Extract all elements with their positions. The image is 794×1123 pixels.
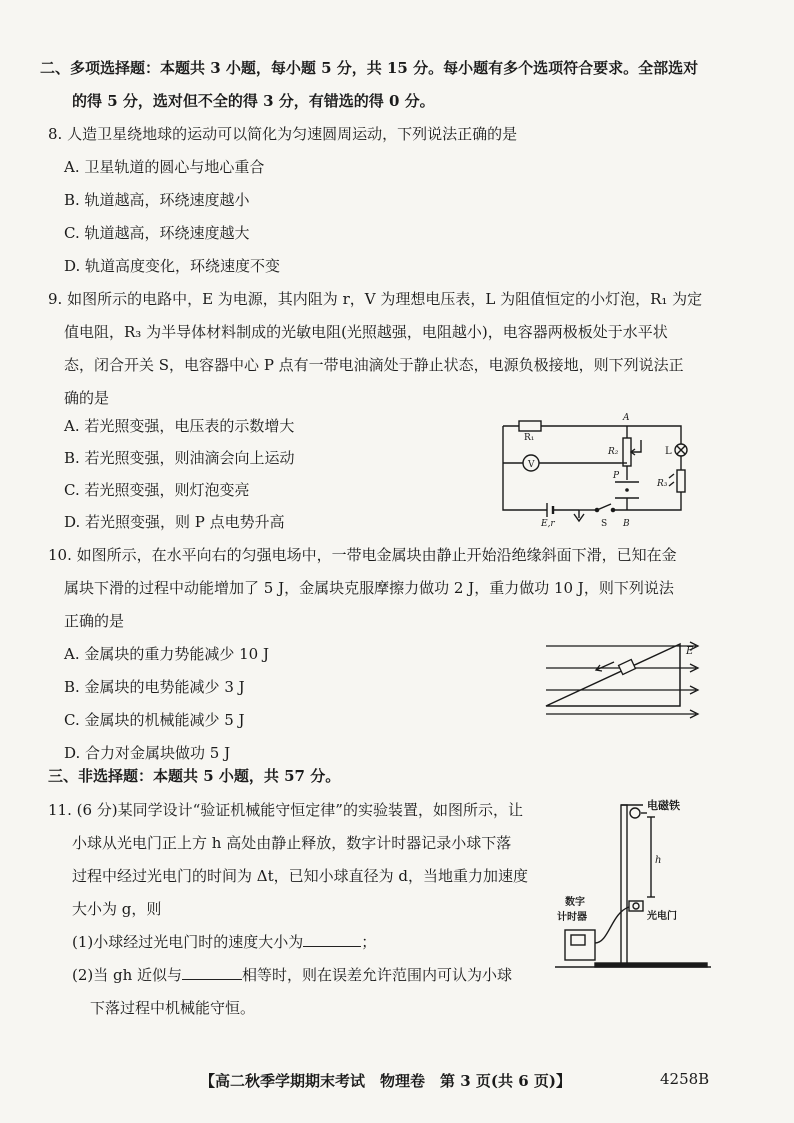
q11-part-2-text: (2)当 gh 近似与 [72,966,183,984]
q9-stem-2: 值电阻，R₃ 为半导体材料制成的光敏电阻(光照越强，电阻越小)，电容器两极板处于水平状 [64,323,668,341]
q11-part-2-blank[interactable] [182,965,242,980]
q10-stem-3: 正确的是 [64,612,125,630]
q11-stem-2: 小球从光电门正上方 h 高处由静止释放，数字计时器记录小球下落 [72,834,512,852]
label-a: A [623,413,630,423]
q9-option-c: C. 若光照变强，则灯泡变亮 [64,481,250,499]
q11-stem-3: 过程中经过光电门的时间为 Δt，已知小球直径为 d，当地重力加速度 [72,867,529,885]
q10-option-d: D. 合力对金属块做功 5 J [64,744,231,762]
label-electromagnet: 电磁铁 [647,799,680,812]
q10-option-c: C. 金属块的机械能减少 5 J [64,711,245,729]
q9-option-d: D. 若光照变强，则 P 点电势升高 [64,513,285,531]
q10-option-b: B. 金属块的电势能减少 3 J [64,678,245,696]
q8-option-c: C. 轨道越高，环绕速度越大 [64,224,250,242]
q8-option-d: D. 轨道高度变化，环绕速度不变 [64,257,281,275]
page-footer: 【高二秋季学期期末考试 物理卷 第 3 页(共 6 页)】 [200,1072,571,1090]
label-h: h [655,855,662,866]
q9-stem-1: 9. 如图所示的电路中，E 为电源，其内阻为 r，V 为理想电压表，L 为阻值恒定的小灯泡，R₁ 为定 [48,290,703,308]
label-v: V [528,460,535,470]
q11-part-1-text: (1)小球经过光电门时的速度大小为 [72,933,304,951]
q8-option-a: A. 卫星轨道的圆心与地心重合 [64,158,265,176]
q9-option-b: B. 若光照变强，则油滴会向上运动 [64,449,295,467]
q9-stem-3: 态，闭合开关 S，电容器中心 P 点有一带电油滴处于静止状态，电源负极接地，则下列说法正 [64,356,684,374]
label-r1: R₁ [524,433,535,443]
incline-field-diagram [540,636,710,728]
label-l: L [665,446,672,457]
q11-part-1 [72,932,376,952]
q11-part-1-end: ； [361,933,377,951]
label-field-e: E [686,646,694,657]
q11-stem-4: 大小为 g，则 [72,900,162,918]
section3-heading: 三、非选择题：本题共 5 小题，共 57 分。 [48,767,341,785]
circuit-diagram [495,408,695,528]
section2-heading-cont: 的得 5 分，选对但不全的得 3 分，有错选的得 0 分。 [72,92,435,110]
paper-code: 4258B [660,1070,710,1088]
q11-part-2-end: 相等时，则在误差允许范围内可认为小球 [242,966,513,984]
label-b: B [623,519,630,528]
q11-part-2 [72,965,512,985]
q10-option-a: A. 金属块的重力势能减少 10 J [64,645,270,663]
label-timer-1: 数字 [565,897,585,908]
q10-stem-2: 属块下滑的过程中动能增加了 5 J，金属块克服摩擦力做功 2 J，重力做功 10 J，则下列说法 [64,579,674,597]
label-e: E,r [541,519,555,528]
q11-stem-1: 11. (6 分)某同学设计“验证机械能守恒定律”的实验装置，如图所示，让 [48,801,523,819]
q11-part-2-cont: 下落过程中机械能守恒。 [90,999,256,1017]
label-photogate: 光电门 [647,911,677,922]
q10-stem-1: 10. 如图所示，在水平向右的匀强电场中，一带电金属块由静止开始沿绝缘斜面下滑，已知在金 [48,546,677,564]
label-r3: R₃ [657,479,668,489]
label-s: S [601,519,608,528]
q8-option-b: B. 轨道越高，环绕速度越小 [64,191,250,209]
q9-option-a: A. 若光照变强，电压表的示数增大 [64,417,295,435]
q8-stem: 8. 人造卫星绕地球的运动可以简化为匀速圆周运动，下列说法正确的是 [48,125,518,143]
q11-part-1-blank[interactable] [303,932,361,947]
apparatus-diagram [555,795,715,975]
label-p: P [613,471,620,481]
label-r2: R₂ [608,447,619,457]
q9-stem-4: 确的是 [64,389,110,407]
section2-heading: 二、多项选择题：本题共 3 小题，每小题 5 分，共 15 分。每小题有多个选项符合要求。全部选对 [40,59,699,77]
label-timer-2: 计时器 [557,912,587,923]
